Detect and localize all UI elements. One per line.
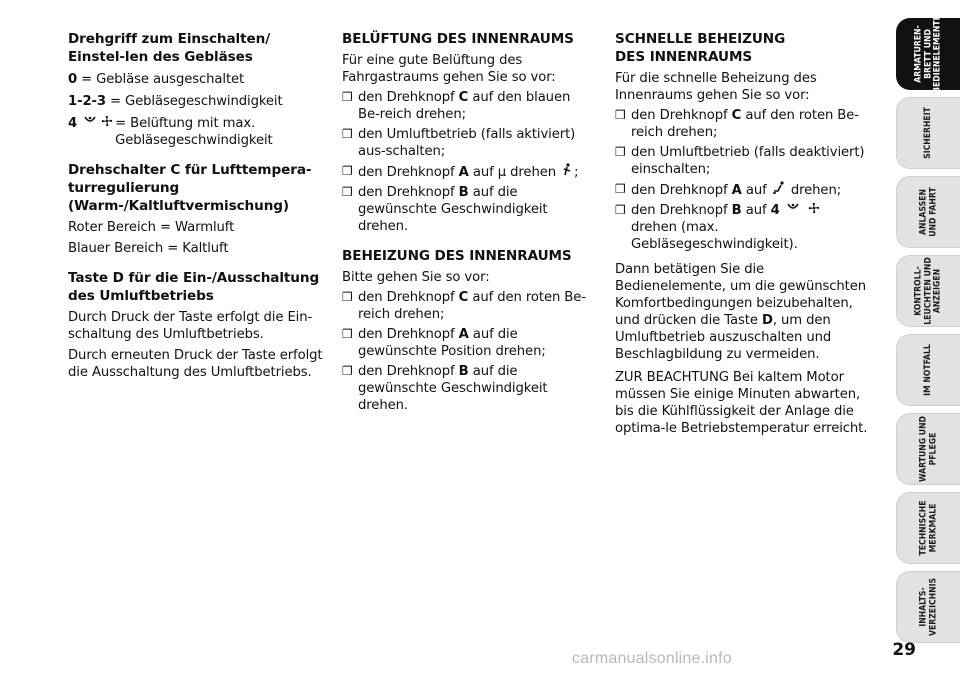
tab-kontrollleuchten[interactable]: KONTROLL- LEUCHTEN UND ANZEIGEN — [896, 255, 960, 327]
tab-anlassen[interactable]: ANLASSEN UND FAHRT — [896, 176, 960, 248]
heading-fan-knob: Drehgriff zum Einschalten/ Einstel-len des Gebläses — [68, 31, 271, 65]
def-0: 0 = Gebläse ausgeschaltet — [68, 72, 245, 87]
fan-icon — [808, 202, 820, 219]
feet-vent-icon — [773, 181, 785, 199]
tab-inhaltsverzeichnis[interactable]: INHALTS- VERZEICHNIS — [896, 571, 960, 643]
list-item: ❒ den Drehknopf A auf die gewünschte Position drehen; — [342, 327, 546, 359]
heading-temp-knob: Drehschalter C für Lufttempera-turregulierung (Warm-/Kaltluftvermischung) — [68, 162, 312, 214]
list-item: ❒ den Umluftbetrieb (falls deaktiviert) einschalten; — [615, 145, 865, 177]
column-3 — [615, 30, 869, 437]
heading-recirc-button: Taste D für die Ein-/Ausschaltung des Umluftbetriebs — [68, 270, 320, 304]
list-item: ❒ den Drehknopf A auf drehen; — [615, 182, 842, 198]
list-item: ❒ den Drehknopf C auf den blauen Be-reich drehen; — [342, 90, 571, 122]
face-vent-icon — [83, 115, 97, 149]
list-item: ❒ den Drehknopf B auf die gewünschte Geschwindigkeit drehen. — [342, 185, 548, 234]
list-item: ❒ den Drehknopf A auf µ drehen ; — [342, 164, 579, 180]
column-1 — [68, 30, 330, 381]
text-recirc-on: Durch Druck der Taste erfolgt die Ein-schaltung des Umluftbetriebs. — [68, 310, 313, 342]
fan-icon — [101, 115, 113, 149]
tab-armaturenbrett[interactable]: ARMATUREN- BRETT UND BEDIENELEMENTE — [896, 18, 960, 90]
list-item: ❒ den Drehknopf B auf 4 drehen (max. Gebläsegeschwindigkeit). — [615, 202, 869, 253]
intro-heating: Bitte gehen Sie so vor: — [342, 270, 490, 285]
face-vent-icon — [786, 202, 800, 219]
heading-quick-heating: SCHNELLE BEHEIZUNG DES INNENRAUMS — [615, 31, 786, 65]
intro-ventilation: Für eine gute Belüftung des Fahrgastraums gehen Sie so vor: — [342, 53, 556, 85]
column-2 — [342, 30, 592, 414]
tab-wartung[interactable]: WARTUNG UND PFLEGE — [896, 413, 960, 485]
list-item: ❒ den Umluftbetrieb (falls aktiviert) aus-schalten; — [342, 127, 576, 159]
text-note: ZUR BEACHTUNG Bei kaltem Motor müssen Sie einige Minuten abwarten, bis die Kühlflüssigkeit der Anlage die optima-le Betriebstemperatur erreicht. — [615, 370, 868, 436]
text-blue-zone: Blauer Bereich = Kaltluft — [68, 241, 229, 256]
tab-technische-merkmale[interactable]: TECHNISCHE MERKMALE — [896, 492, 960, 564]
heading-heating: BEHEIZUNG DES INNENRAUMS — [342, 248, 572, 264]
text-recirc-off: Durch erneuten Druck der Taste erfolgt die Ausschaltung des Umluftbetriebs. — [68, 348, 323, 380]
def-1-2-3: 1-2-3 = Gebläsegeschwindigkeit — [68, 94, 283, 109]
tab-sicherheit[interactable]: SICHERHEIT — [896, 97, 960, 169]
intro-quick-heating: Für die schnelle Beheizung des Innenraums gehen Sie so vor: — [615, 71, 817, 103]
watermark: carmanualsonline.info — [572, 650, 732, 667]
tab-im-notfall[interactable]: IM NOTFALL — [896, 334, 960, 406]
list-item: ❒ den Drehknopf C auf den roten Be-reich drehen; — [342, 290, 586, 322]
face-vent-icon — [562, 163, 572, 181]
text-red-zone: Roter Bereich = Warmluft — [68, 220, 235, 235]
def-4: 4 = Belüftung mit max. Gebläsegeschwindigkeit — [68, 116, 273, 148]
text-comfort: Dann betätigen Sie die Bedienelemente, um die gewünschten Komfortbedingungen beizubehalten, und drücken die Taste D, um den Umluftbetrieb auszuschalten und Beschlagbildung zu vermeiden. — [615, 262, 866, 362]
list-item: ❒ den Drehknopf C auf den roten Be-reich drehen; — [615, 108, 859, 140]
page-number: 29 — [892, 640, 916, 660]
heading-ventilation: BELÜFTUNG DES INNENRAUMS — [342, 31, 574, 47]
list-item: ❒ den Drehknopf B auf die gewünschte Geschwindigkeit drehen. — [342, 364, 548, 413]
